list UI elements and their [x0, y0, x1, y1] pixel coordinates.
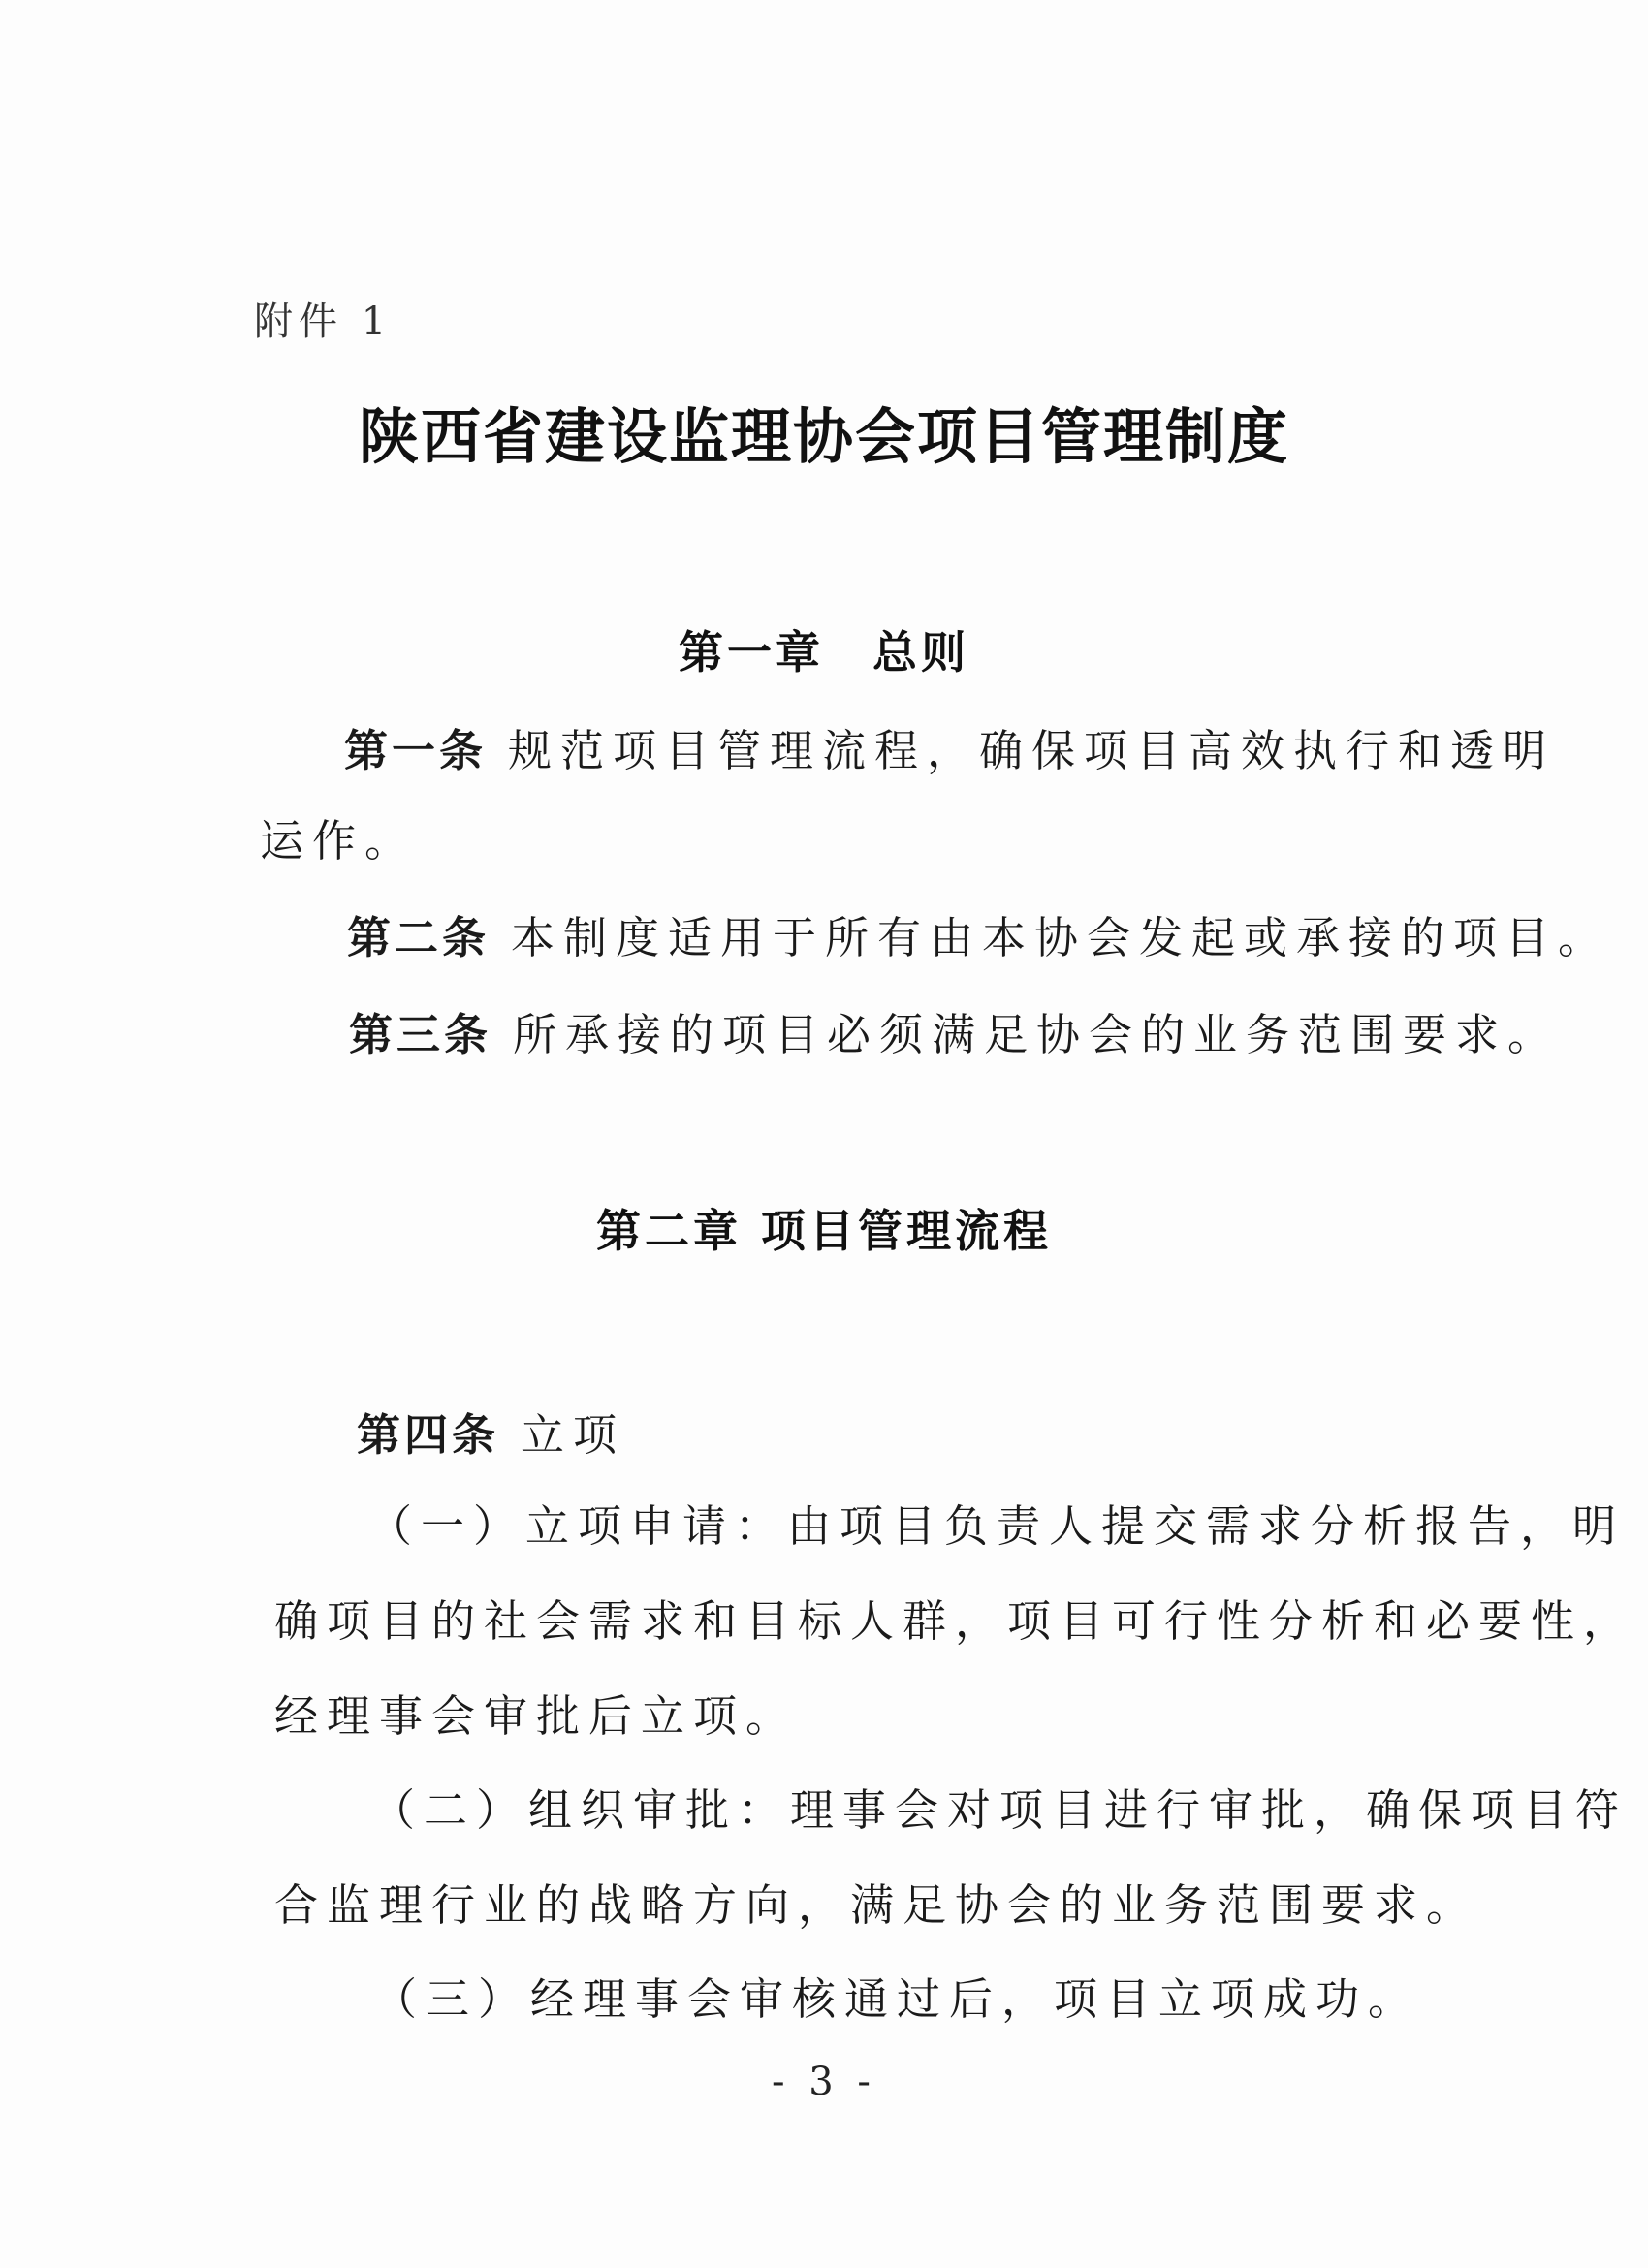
- article-label: 第一条: [344, 725, 488, 776]
- article-text: 本制度适用于所有由本协会发起或承接的项目。: [511, 912, 1611, 963]
- chapter-heading-2: 第二章 项目管理流程: [595, 1205, 1052, 1257]
- article-text: 立项: [521, 1409, 626, 1461]
- article-1-line-2: 运作。: [260, 815, 418, 866]
- item-3-line-1: （三）经理事会审核通过后，项目立项成功。: [373, 1973, 1421, 2025]
- document-title: 陕西省建设监理协会项目管理制度: [358, 401, 1289, 472]
- item-2-line-1: （二）组织审批：理事会对项目进行审批，确保项目符: [371, 1784, 1629, 1836]
- attachment-label: 附件 1: [254, 299, 393, 344]
- article-4: [357, 1409, 626, 1461]
- item-1-line-1: （一）立项申请：由项目负责人提交需求分析报告，明: [368, 1500, 1626, 1552]
- item-1-line-3: 经理事会审批后立项。: [274, 1690, 799, 1742]
- article-text: 所承接的项目必须满足协会的业务范围要求。: [513, 1009, 1561, 1060]
- article-3: [349, 1009, 1561, 1060]
- article-label: 第三条: [349, 1009, 492, 1060]
- article-2: [347, 912, 1611, 963]
- item-1-line-2: 确项目的社会需求和目标人群，项目可行性分析和必要性，: [274, 1595, 1636, 1647]
- article-label: 第二条: [347, 912, 491, 963]
- chapter-heading-1: 第一章 总则: [679, 626, 969, 678]
- article-1-line-1: [344, 725, 1556, 776]
- article-text: 规范项目管理流程，确保项目高效执行和透明: [508, 725, 1556, 776]
- page-number: - 3 -: [772, 2060, 876, 2104]
- article-label: 第四条: [357, 1409, 500, 1461]
- item-2-line-2: 合监理行业的战略方向，满足协会的业务范围要求。: [274, 1879, 1479, 1931]
